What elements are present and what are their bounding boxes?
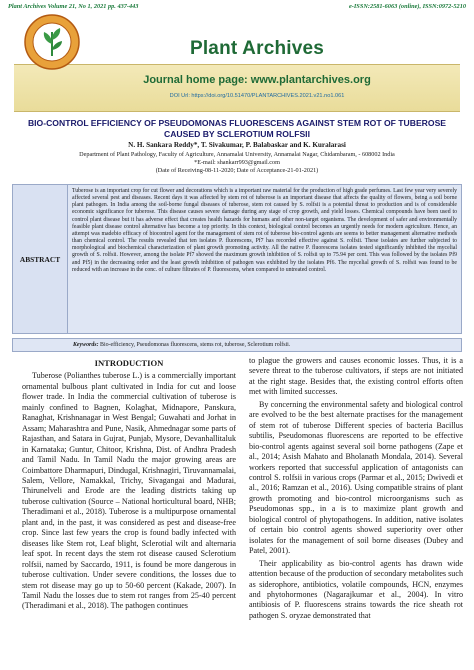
abstract-label: ABSTRACT bbox=[13, 185, 68, 333]
paragraph: Tuberose (Polianthes tuberose L.) is a commercially important ornamental bulbous plant cultivated in India for cut and loose flower trade. In India the commercial cultivation of tuberose is mainly confined to Bagnen, Kolaghat, Midnapore, Panskura, Ranaghat, Krishnanagar in West Bengal; Guwahati and Jorhat in Assam; Maharashtra and Pune, Nasik, Ahmednagar some parts of Rajasthan, and Satara in Gujrat, Punjab, Mysore, Devanhallitaluk in Karnataka; Guntur, Chitoor, Krishna, Dist. of Andhra Pradesh and Tamil Nadu. In Tamil Nadu the major growing areas are Coimbattore Dharmapuri, Dindugal, Krishnagiri, Tiruvannamalai, Salem, Vellore, Namakkal, Trichy, Sivagangai and Madurai, Thirunelveli and Erode are the leading districts taking up tuberose cultivation (Source – National horticultural board, NHB; Theradimani et al., 2018). Tuberose is a multipurpose ornamental plant and, in the past, it was considered as pest and disease-free crop. Since last few years the crop is found badly infected with diseases like Stem rot, Leaf blight, Sclerotial wilt and alternaria leaf spot. In recent days the stem rot disease caused Sclerotium rolfsii, named by Saccardo, 1911, is found be more dangerous in tuberose cultivation. Under severe conditions, the losses due to stem rot disease may go up to 50-60 percent (Kakade, 2007). In Tamil Nadu the losses due to stem rot ranges from 25-40 percent (Theradimani et al., 2018). The pathogen continues bbox=[22, 371, 236, 611]
running-header bbox=[8, 3, 466, 10]
article-title bbox=[20, 118, 454, 139]
authors: N. H. Sankara Reddy*, T. Sivakumar, P. Balabaskar and K. Kuralarasi bbox=[128, 141, 346, 149]
column-left bbox=[22, 356, 236, 614]
paragraph: Their applicability as bio-control agents has drawn wide attention because of the production of secondary metabolites such as siderophore, antibiotics, volatile compounds, HCN, enzymes and phytohormones (Nagarajkumar et al., 2004). In vitro antibiosis of P. fluorescens strains towards the rice sheath rot pathogen S. oryzae demonstrated that bbox=[249, 558, 463, 620]
doi-link[interactable]: DOI Url: https://doi.org/10.51470/PLANTARCHIVES.2021.v21.no1.061 bbox=[169, 93, 345, 99]
journal-title: Plant Archives bbox=[189, 38, 325, 59]
keywords-label: Keywords: bbox=[73, 342, 99, 348]
article-title-line-2: CAUSED BY SCLEROTIUM ROLFSII bbox=[164, 128, 310, 139]
paragraph: By concerning the environmental safety and biological control are evolved to be the best alternate practises for the management of stem rot of tuberose Different species of bacteria Bacillus subtilis, Pseudomonas fluorescens are reported to be effective bio-control agents against several soil borne pathogens (Zape et al., 2014; Asish Mahato and Bholanath Mondala, 2014). Several workers reported that successful application of antagonists can control S. rolfsii in various crops (Parmar et al., 2015; Dwivedi et al., 2016; Ramzan et al., 2016). Using compatible strains of plant growth promoting and bio-control microorganisms such as Pseudomonas spp., in a is to maximize plant growth and biological control of phytopathogens. In addition, native isolates of certain bio control agents showed superiority over other isolates for the management of soil borne diseases (Dubey and Patel, 2001). bbox=[249, 399, 463, 556]
section-heading-introduction: INTRODUCTION bbox=[94, 358, 164, 368]
dates: (Date of Receiving-08-11-2020; Date of Acceptance-21-01-2021) bbox=[155, 167, 319, 174]
masthead bbox=[0, 14, 474, 112]
paragraph: to plague the growers and causes economic losses. Thus, it is a severe threat to the tuberose cultivators, if steps are not initiated at the right stage. Besides that, the existing control efforts often met with limited successes. bbox=[249, 356, 463, 397]
journal-issue: Plant Archives Volume 21, No 1, 2021 pp. 437-443 bbox=[8, 3, 139, 10]
affiliation: Department of Plant Pathology, Faculty of Agriculture, Annamalai University, Annamalai Nagar, Chidambaram, - 608002 India bbox=[79, 151, 395, 158]
abstract-text: Tuberose is an important crop for cut flower and decorations which is a important raw material for the production of high grade perfumes. Last few year very severely affected several pest and diseases. Recent days it was affected by stem rot of tuberose is an important disease that affects the quality of flowers, being a soil borne plant pathogen. In India among the soil-borne fungal diseases of tuberose, stem rot caused by S. rolfsii is a potential threat to production and is of considerable economic significance for tuberose. This disease causes severe damage during any stage of crop growth, and yield losses. Chemical compounds have been used to control plant disease but it has adverse effect that creates health hazards for humans and other non-target organisms. The development of safer and environmentally feasible plant disease control alternative has become a top priority. In this context, biological control becomes an urgently needs for modern agriculture. Hence, an attempt was madebio efficacy of biocontrol agent for the management of stem rot of tuberose bio-control agents are seems to better management alternative methods than chemical control. The results revealed that ten isolates P. fluorescens, Pf7 has recorded effective against S. rolfsii. These isolates are further subjected to morphological and biochemical characterization of plant growth promoting activity. All the native P. fluorescens isolates tested significantly inhibited the mycelial growth of S. rolfsii. However, among the isolate Pf7 showed the maximum growth inhibition of S. rolfsii up to 75.94 per cent. This was followed by the isolates Pf9 and Pf5) in the decreasing order and the least growth inhibition of pathogen was exhibited by the isolates Pf6. The mycelial growth of S. rolfsii was found to be reduced with an increase in the conc. of culture filtrates of P. fluorescens, when compared to untreated control. bbox=[68, 185, 461, 333]
journal-banner bbox=[14, 64, 460, 112]
keywords bbox=[12, 338, 462, 352]
affiliation-block bbox=[10, 151, 464, 175]
article-title-line-1: BIO-CONTROL EFFICIENCY OF PSEUDOMONAS FLUORESCENS AGAINST STEM ROT OF TUBEROSE bbox=[27, 118, 447, 128]
issn: e-ISSN:2581-6063 (online), ISSN:0972-5210 bbox=[348, 3, 466, 10]
column-right bbox=[249, 356, 463, 623]
abstract-box bbox=[12, 184, 462, 334]
keywords-text: Bio-efficiency, Pseudomonas fluorescens, stems rot, tuberose, Sclerotium rolfsii. bbox=[100, 342, 291, 348]
email[interactable]: *E-mail: shankarr993@gmail.com bbox=[194, 159, 280, 166]
journal-home-page: Journal home page: www.plantarchives.org bbox=[143, 74, 371, 86]
